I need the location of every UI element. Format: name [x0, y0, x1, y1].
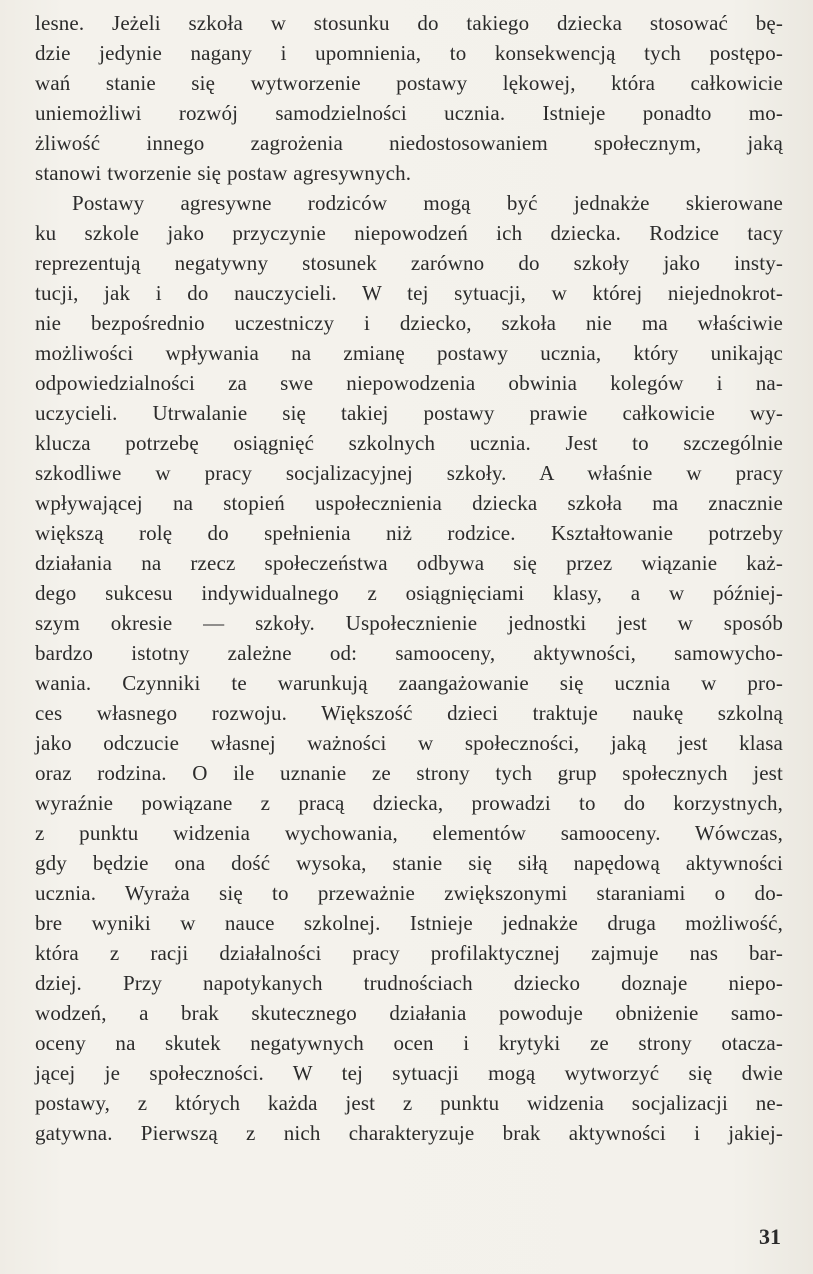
text-line: gdy będzie ona dość wysoka, stanie się siłą napędową aktywności: [35, 851, 783, 875]
text-line: reprezentują negatywny stosunek zarówno do szkoły jako insty-: [35, 251, 783, 275]
text-line: większą rolę do spełnienia niż rodzice. Kształtowanie potrzeby: [35, 521, 783, 545]
page-number: 31: [759, 1224, 781, 1249]
text-line: możliwości wpływania na zmianę postawy ucznia, który unikając: [35, 341, 783, 365]
text-line: wyraźnie powiązane z pracą dziecka, prowadzi to do korzystnych,: [35, 791, 783, 815]
text-line: tucji, jak i do nauczycieli. W tej sytuacji, w której niejednokrot-: [35, 281, 783, 305]
text-line: dego sukcesu indywidualnego z osiągnięciami klasy, a w później-: [35, 581, 783, 605]
text-line: z punktu widzenia wychowania, elementów samooceny. Wówczas,: [35, 821, 783, 845]
text-line: jako odczucie własnej ważności w społeczności, jaką jest klasa: [35, 731, 783, 755]
text-line: oraz rodzina. O ile uznanie ze strony tych grup społecznych jest: [35, 761, 783, 785]
text-line: wodzeń, a brak skutecznego działania powoduje obniżenie samo-: [35, 1001, 783, 1025]
text-line: postawy, z których każda jest z punktu widzenia socjalizacji ne-: [35, 1091, 783, 1115]
text-line: wpływającej na stopień uspołecznienia dziecka szkoła ma znacznie: [35, 491, 783, 515]
text-line: stanowi tworzenie się postaw agresywnych.: [35, 161, 412, 185]
text-line: ku szkole jako przyczynie niepowodzeń ich dziecka. Rodzice tacy: [35, 221, 783, 245]
text-line: oceny na skutek negatywnych ocen i krytyki ze strony otacza-: [35, 1031, 783, 1055]
text-line: szym okresie — szkoły. Uspołecznienie jednostki jest w sposób: [35, 611, 783, 635]
body-text: [35, 8, 783, 1148]
text-line: gatywna. Pierwszą z nich charakteryzuje brak aktywności i jakiej-: [35, 1121, 783, 1145]
text-line: ces własnego rozwoju. Większość dzieci traktuje naukę szkolną: [35, 701, 783, 725]
text-line: uniemożliwi rozwój samodzielności ucznia. Istnieje ponadto mo-: [35, 101, 783, 125]
text-line: uczycieli. Utrwalanie się takiej postawy prawie całkowicie wy-: [35, 401, 783, 425]
text-line: nie bezpośrednio uczestniczy i dziecko, szkoła nie ma właściwie: [35, 311, 783, 335]
text-line: dziej. Przy napotykanych trudnościach dziecko doznaje niepo-: [35, 971, 783, 995]
text-line: lesne. Jeżeli szkoła w stosunku do takiego dziecka stosować bę-: [35, 11, 783, 35]
text-line: bre wyniki w nauce szkolnej. Istnieje jednakże druga możliwość,: [35, 911, 783, 935]
text-line: działania na rzecz społeczeństwa odbywa się przez wiązanie każ-: [35, 551, 783, 575]
text-line: szkodliwe w pracy socjalizacyjnej szkoły. A właśnie w pracy: [35, 461, 783, 485]
text-line: klucza potrzebę osiągnięć szkolnych ucznia. Jest to szczególnie: [35, 431, 783, 455]
text-line: Postawy agresywne rodziców mogą być jednakże skierowane: [72, 191, 783, 215]
text-line: bardzo istotny zależne od: samooceny, aktywności, samowycho-: [35, 641, 783, 665]
text-line: która z racji działalności pracy profilaktycznej zajmuje nas bar-: [35, 941, 783, 965]
text-line: ucznia. Wyraża się to przeważnie zwiększonymi staraniami o do-: [35, 881, 783, 905]
text-line: wań stanie się wytworzenie postawy lękowej, która całkowicie: [35, 71, 783, 95]
text-line: dzie jedynie nagany i upomnienia, to konsekwencją tych postępo-: [35, 41, 783, 65]
text-line: jącej je społeczności. W tej sytuacji mogą wytworzyć się dwie: [35, 1061, 783, 1085]
text-line: żliwość innego zagrożenia niedostosowaniem społecznym, jaką: [35, 131, 783, 155]
text-line: odpowiedzialności za swe niepowodzenia obwinia kolegów i na-: [35, 371, 783, 395]
text-line: wania. Czynniki te warunkują zaangażowanie się ucznia w pro-: [35, 671, 783, 695]
